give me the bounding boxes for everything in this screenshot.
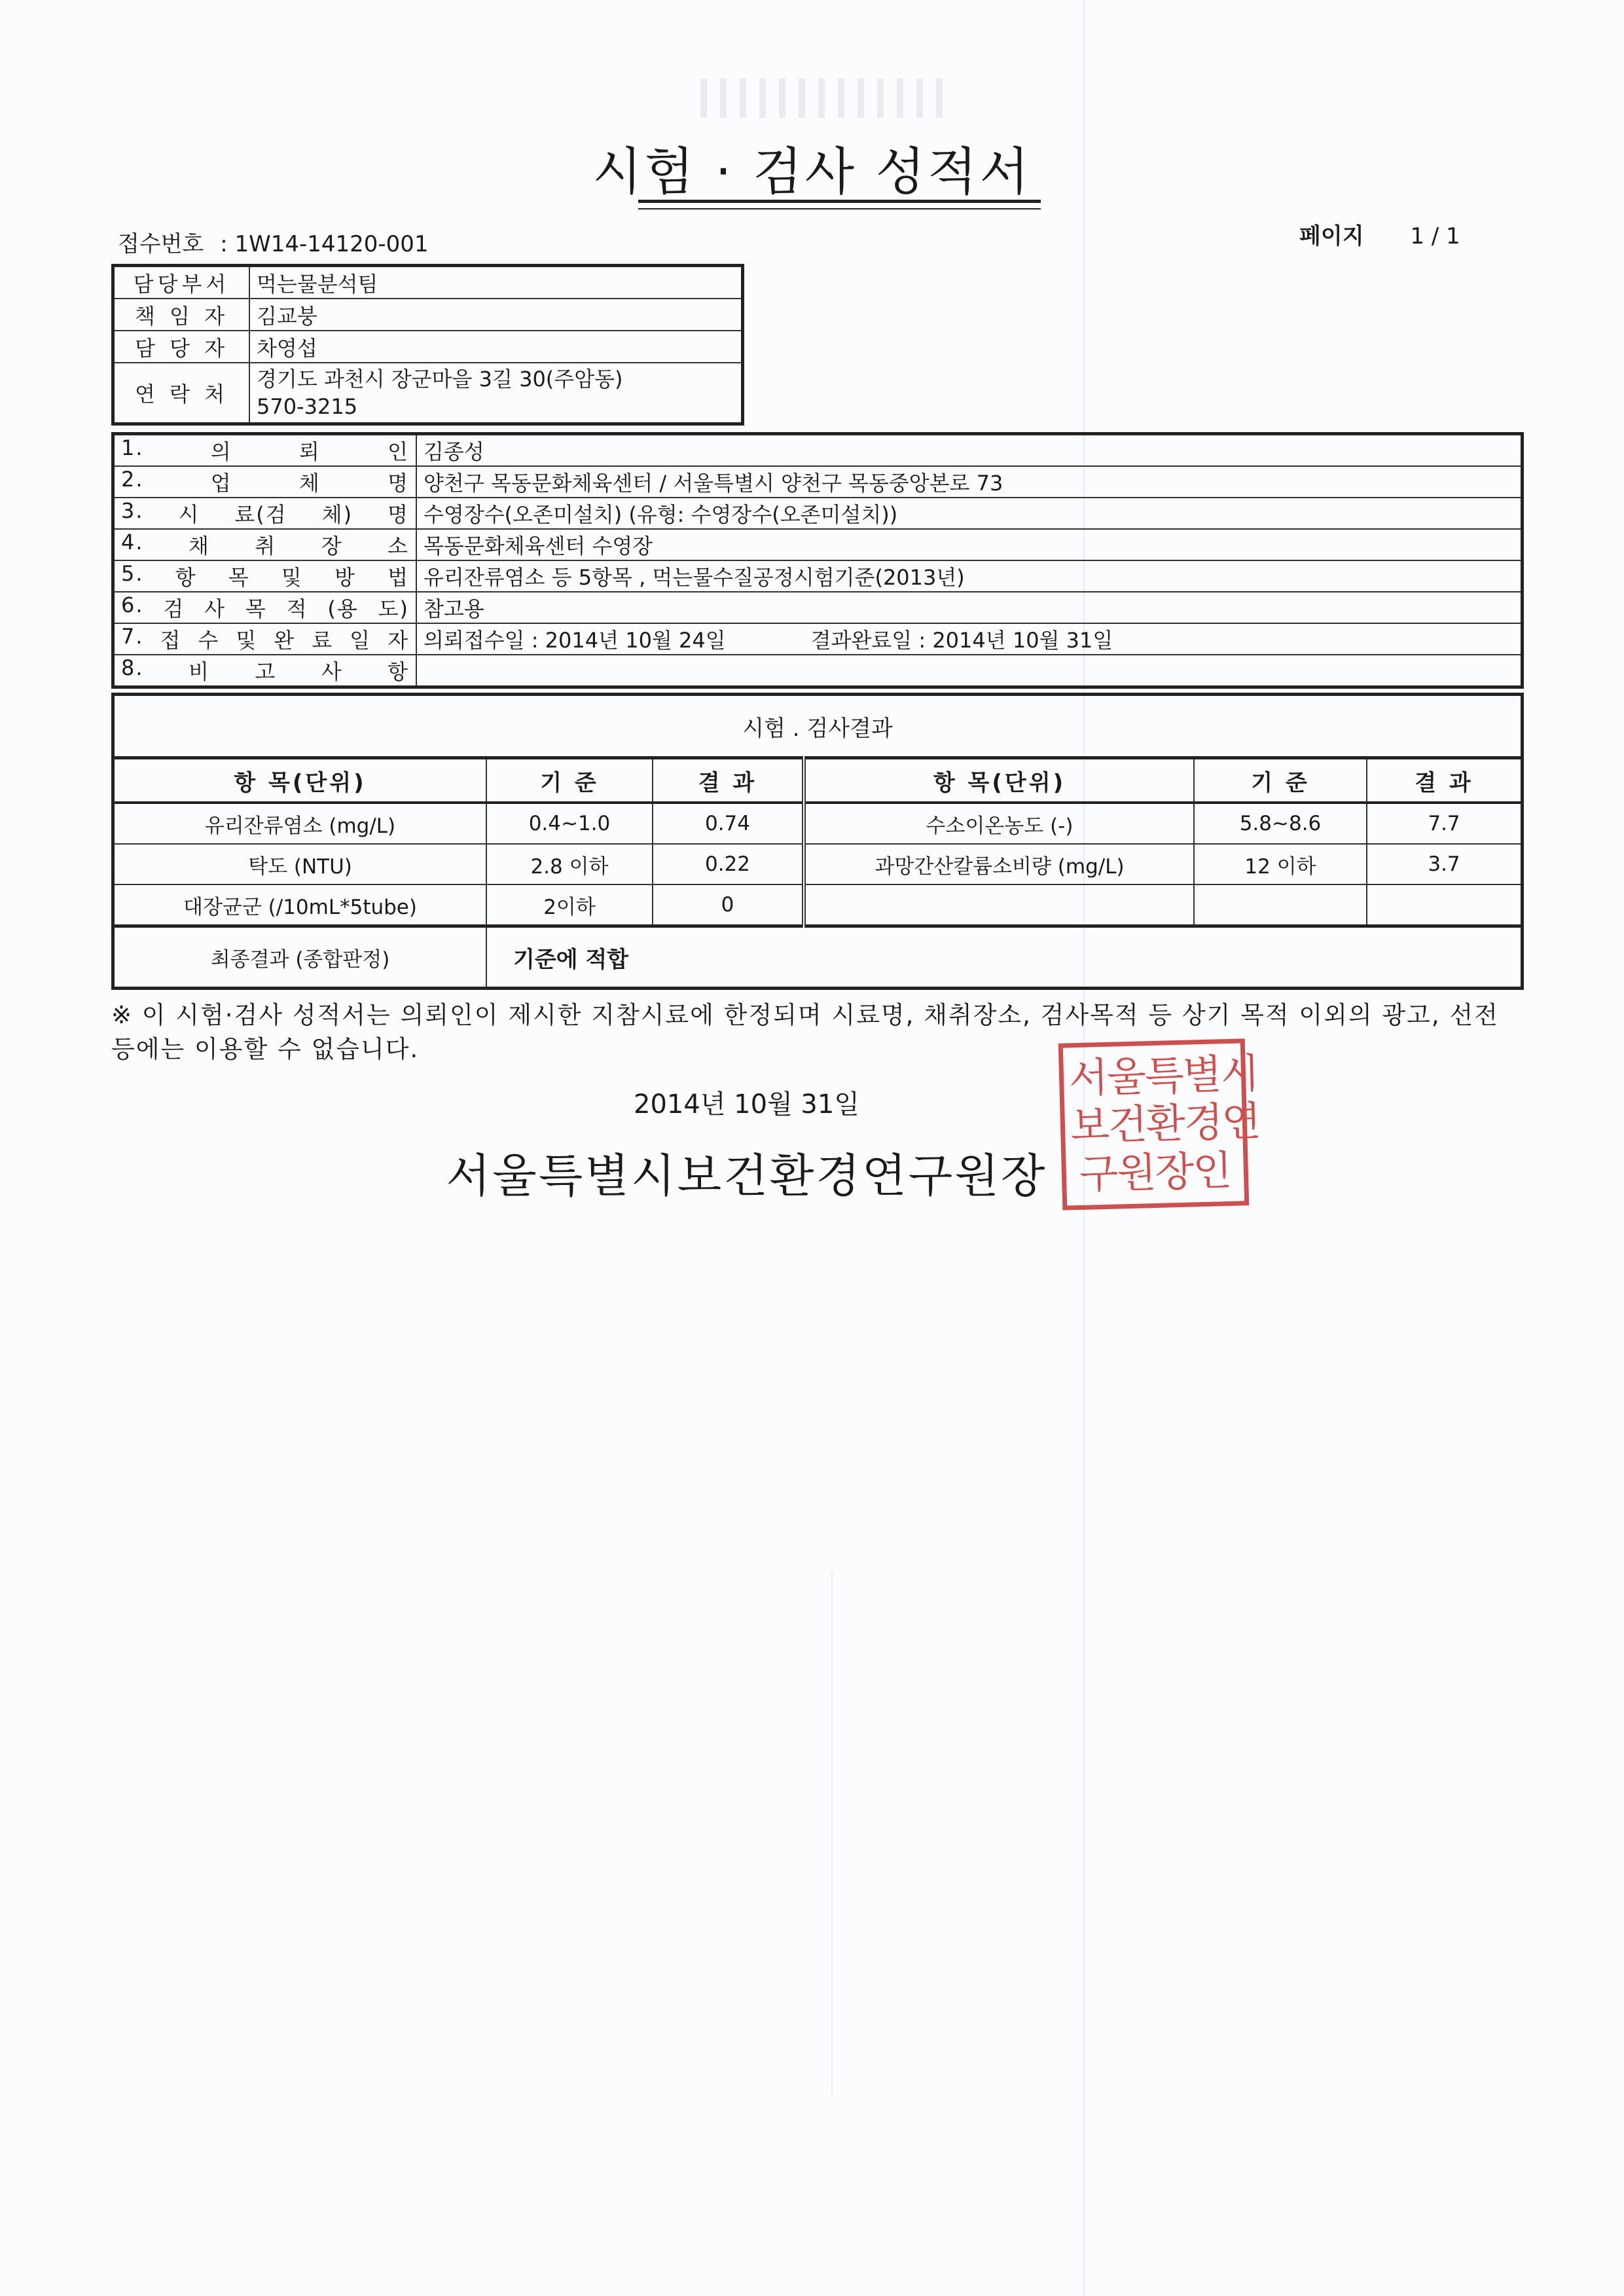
table-cell — [1194, 884, 1367, 926]
table-row — [113, 884, 1523, 926]
table-cell: 3.7 — [1367, 844, 1523, 884]
info-label — [113, 655, 417, 687]
info-value — [416, 623, 1523, 655]
info-number: 7. — [121, 624, 144, 649]
table-cell — [1367, 884, 1523, 926]
table-row — [113, 299, 743, 331]
final-result-row — [113, 926, 1523, 989]
info-number: 2. — [121, 467, 144, 492]
address: 경기도 과천시 장군마을 3길 30(주암동) — [257, 367, 623, 392]
info-label-char: 소 — [388, 534, 409, 558]
request-info-table — [111, 432, 1524, 689]
info-number: 4. — [121, 530, 144, 555]
info-label — [113, 623, 417, 655]
table-cell: 수소이온농도 (-) — [804, 803, 1194, 844]
table-row — [113, 623, 1523, 655]
column-header: 기 준 — [1194, 758, 1367, 803]
results-heading: 시험 . 검사결과 — [113, 695, 1523, 758]
contact-value: 차영섭 — [249, 331, 743, 363]
info-label-char: 방 — [334, 565, 356, 590]
info-value — [416, 529, 1523, 560]
table-row — [113, 592, 1523, 623]
official-seal-stamp — [1058, 1038, 1261, 1210]
seal-text: 보건환경연 — [1070, 1097, 1261, 1150]
info-value-text: 참고용 — [424, 596, 484, 621]
table-row — [113, 466, 1523, 498]
table-row — [113, 266, 743, 299]
contact-value: 먹는물분석팀 — [249, 266, 743, 299]
table-cell: 7.7 — [1367, 803, 1523, 844]
info-value-text: 유리잔류염소 등 5항목 , 먹는물수질공정시험기준(2013년) — [424, 565, 965, 590]
info-label-char: 비 — [188, 659, 210, 684]
info-number: 1. — [121, 435, 144, 460]
table-cell: 과망간산칼륨소비량 (mg/L) — [804, 844, 1194, 884]
info-label-char: 목 — [245, 596, 267, 621]
disclaimer-note: ※ 이 시험·검사 성적서는 의뢰인이 제시한 지참시료에 한정되며 시료명, 채취장소, 검사목적 등 상기 목적 이외의 광고, 선전 등에는 이용할 수 없습니다. — [111, 1001, 1499, 1063]
info-label-char: 도) — [378, 596, 409, 621]
results-table — [111, 693, 1524, 990]
reception-number — [118, 226, 429, 258]
table-cell: 0.22 — [653, 844, 804, 884]
final-result-value: 기준에 적합 — [486, 926, 1523, 989]
info-value — [416, 655, 1523, 687]
info-value-text: 목동문화체육센터 수영장 — [424, 534, 653, 558]
info-label-char: 장 — [321, 534, 343, 558]
table-cell: 유리잔류염소 (mg/L) — [113, 803, 487, 844]
info-value-text: 양천구 목동문화체육센터 / 서울특별시 양천구 목동중앙본로 73 — [424, 471, 1003, 496]
scan-fold-line — [831, 1571, 833, 2095]
info-value — [416, 498, 1523, 529]
table-row — [113, 498, 1523, 529]
table-row — [113, 844, 1523, 884]
info-label-char: 완 — [274, 628, 296, 653]
info-value-text: 수영장수(오존미설치) (유형: 수영장수(오존미설치)) — [424, 502, 898, 527]
contact-value: 김교붕 — [249, 299, 743, 331]
column-header: 결 과 — [653, 758, 804, 803]
column-header: 항 목(단위) — [804, 758, 1194, 803]
info-label-char: 및 — [236, 628, 258, 653]
info-label-char: 수 — [198, 628, 220, 653]
info-value — [416, 466, 1523, 498]
table-row — [113, 560, 1523, 592]
info-label-char: 료(검 — [234, 502, 287, 527]
table-cell: 12 이하 — [1194, 844, 1367, 884]
info-label-char: 채 — [188, 534, 210, 558]
final-result-label: 최종결과 (종합판정) — [113, 926, 487, 989]
table-cell: 2.8 이하 — [486, 844, 653, 884]
table-cell: 0.74 — [653, 803, 804, 844]
title-underline — [638, 208, 1041, 210]
info-label-char: 사 — [321, 659, 343, 684]
info-label — [113, 498, 417, 529]
contact-table — [111, 264, 744, 426]
column-header: 기 준 — [486, 758, 653, 803]
info-label-char: 체) — [321, 502, 353, 527]
table-row — [113, 529, 1523, 560]
issue-date: 2014년 10월 31일 — [634, 1089, 859, 1120]
table-row — [113, 655, 1523, 687]
info-label-char: 및 — [281, 565, 303, 590]
info-label-char: 인 — [388, 439, 409, 464]
reception-label: 접수번호 — [118, 231, 204, 257]
info-label-char: 사 — [204, 596, 226, 621]
info-label-char: 체 — [298, 471, 321, 496]
page-label: 페이지 — [1299, 223, 1364, 249]
info-label-char: 명 — [388, 502, 409, 527]
info-label — [113, 529, 417, 560]
info-value-text: 의뢰접수일 : 2014년 10월 24일 — [424, 628, 726, 653]
info-label-char: 항 — [175, 565, 197, 590]
contact-value — [249, 363, 743, 424]
document-title: 시험 · 검사 성적서 — [592, 143, 1032, 202]
info-label-char: 업 — [210, 471, 232, 496]
info-label-char: 고 — [255, 659, 277, 684]
info-label-char: (용 — [327, 596, 359, 621]
reception-value: : 1W14-14120-001 — [220, 231, 429, 257]
info-number: 5. — [121, 561, 144, 586]
contact-label: 담 당 자 — [113, 331, 250, 363]
info-value — [416, 560, 1523, 592]
info-label-char: 명 — [388, 471, 409, 496]
info-label-char: 료 — [312, 628, 334, 653]
info-label-char: 의 — [210, 439, 232, 464]
table-cell: 대장균군 (/10mL*5tube) — [113, 884, 487, 926]
table-cell: 5.8~8.6 — [1194, 803, 1367, 844]
info-label-char: 검 — [163, 596, 185, 621]
info-value — [416, 592, 1523, 623]
table-header-row — [113, 758, 1523, 803]
info-number: 6. — [121, 592, 144, 617]
table-cell: 탁도 (NTU) — [113, 844, 487, 884]
info-label-char: 법 — [388, 565, 409, 590]
seal-text: 구원장인 — [1078, 1146, 1232, 1199]
info-value-text: 결과완료일 : 2014년 10월 31일 — [810, 628, 1113, 653]
info-label-char: 일 — [350, 628, 372, 653]
contact-label: 담당부서 — [113, 266, 250, 299]
contact-label: 연 락 처 — [113, 363, 250, 424]
info-label — [113, 434, 417, 467]
table-cell — [804, 884, 1194, 926]
table-cell: 2이하 — [486, 884, 653, 926]
info-label — [113, 466, 417, 498]
info-value — [416, 434, 1523, 467]
column-header: 항 목(단위) — [113, 758, 487, 803]
page-value: 1 / 1 — [1410, 223, 1460, 249]
info-label-char: 뢰 — [298, 439, 321, 464]
table-row — [113, 803, 1523, 844]
info-label — [113, 592, 417, 623]
info-number: 3. — [121, 498, 144, 523]
page-indicator — [1299, 218, 1460, 250]
contact-label: 책 임 자 — [113, 299, 250, 331]
table-cell: 0.4~1.0 — [486, 803, 653, 844]
title-underline — [638, 200, 1041, 203]
info-label — [113, 560, 417, 592]
info-label-char: 목 — [228, 565, 250, 590]
info-number: 8. — [121, 655, 144, 680]
column-header: 결 과 — [1367, 758, 1523, 803]
info-label-char: 취 — [255, 534, 277, 558]
info-label-char: 항 — [388, 659, 409, 684]
info-label-char: 접 — [160, 628, 182, 653]
seal-text: 서울특별시 — [1068, 1049, 1259, 1102]
scan-artifact — [700, 79, 949, 118]
info-label-char: 자 — [388, 628, 409, 653]
info-value-text: 김종성 — [424, 439, 484, 464]
table-row — [113, 331, 743, 363]
issuer-name: 서울특별시보건환경연구원장 — [446, 1149, 1047, 1203]
info-label-char: 시 — [178, 502, 200, 527]
table-row — [113, 363, 743, 424]
table-row — [113, 695, 1523, 758]
table-cell: 0 — [653, 884, 804, 926]
info-label-char: 적 — [286, 596, 308, 621]
table-row — [113, 434, 1523, 467]
phone: 570-3215 — [257, 394, 358, 419]
